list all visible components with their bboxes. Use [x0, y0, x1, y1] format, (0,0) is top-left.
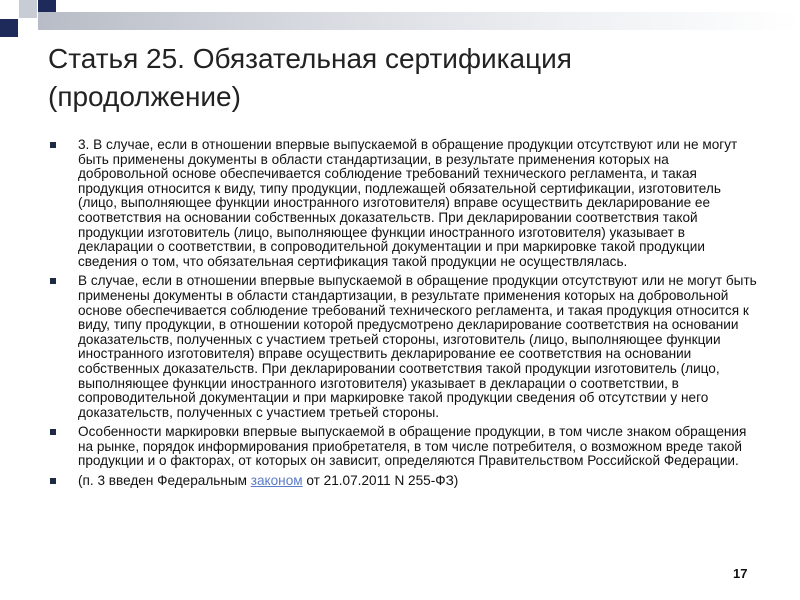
square-bullet-icon: [50, 429, 56, 435]
list-item-text: В случае, если в отношении впервые выпускаемой в обращение продукции отсутствуют или не могут быть применены документы в области стандартизации, в результате применения которых на добровольной основе обеспечивается соблюдение требований технического регламента, и такая продукция относится к виду, типу продукции, в отношении которой предусмотрено декларирование соответствия на основании доказательств, полученных с участием третьей стороны, изготовитель (лицо, выполняющее функции иностранного изготовителя) вправе осуществить декларирование ее соответствия на основании собственных доказательств. При декларировании соответствия такой продукции изготовитель (лицо, выполняющее функции иностранного изготовителя) указывает в декларации о соответствии, в сопроводительной документации и при маркировке такой продукции сведения об отсутствии у него доказательств, полученных с участием третьей стороны.: [78, 273, 757, 420]
deco-square: [19, 19, 37, 37]
square-bullet-icon: [50, 278, 56, 284]
deco-square: [0, 19, 18, 37]
footnote-item: [50, 474, 760, 489]
law-link[interactable]: законом: [250, 473, 303, 489]
list-item-text: Особенности маркировки впервые выпускаемой в обращение продукции, в том числе знаком обращения на рынке, порядок информирования приобретателя, в том числе потребителя, о возможном вреде такой продукции и о факторах, от которых он зависит, определяются Правительством Российской Федерации.: [78, 424, 747, 469]
square-bullet-icon: [50, 478, 56, 484]
slide-body: [50, 138, 760, 494]
slide-title: Статья 25. Обязательная сертификация (продолжение): [48, 43, 572, 112]
list-item: [50, 138, 760, 269]
list-item-text: 3. В случае, если в отношении впервые выпускаемой в обращение продукции отсутствуют или не могут быть применены документы в области стандартизации, в результате применения которых на добровольной основе обеспечивается соблюдение требований технического регламента, и такая продукция относится к виду, типу продукции, подлежащей обязательной сертификации, изготовитель (лицо, выполняющее функции иностранного изготовителя) вправе осуществить декларирование ее соответствия на основании собственных доказательств. При декларировании соответствия такой продукции изготовитель (лицо, выполняющее функции иностранного изготовителя) указывает в декларации о соответствии, в сопроводительной документации и при маркировке такой продукции сведения о том, что обязательная сертификация такой продукции не осуществлялась.: [78, 137, 738, 269]
footnote-suffix: от 21.07.2011 N 255-ФЗ): [302, 473, 459, 489]
deco-gradient-band: [38, 12, 800, 30]
list-item: [50, 425, 760, 469]
footnote-prefix: (п. 3 введен Федеральным: [78, 473, 251, 489]
decorative-header: [0, 0, 800, 36]
page-number: 17: [733, 566, 748, 581]
list-item: [50, 274, 760, 420]
deco-square: [0, 0, 18, 18]
deco-square: [19, 0, 37, 18]
square-bullet-icon: [50, 142, 56, 148]
